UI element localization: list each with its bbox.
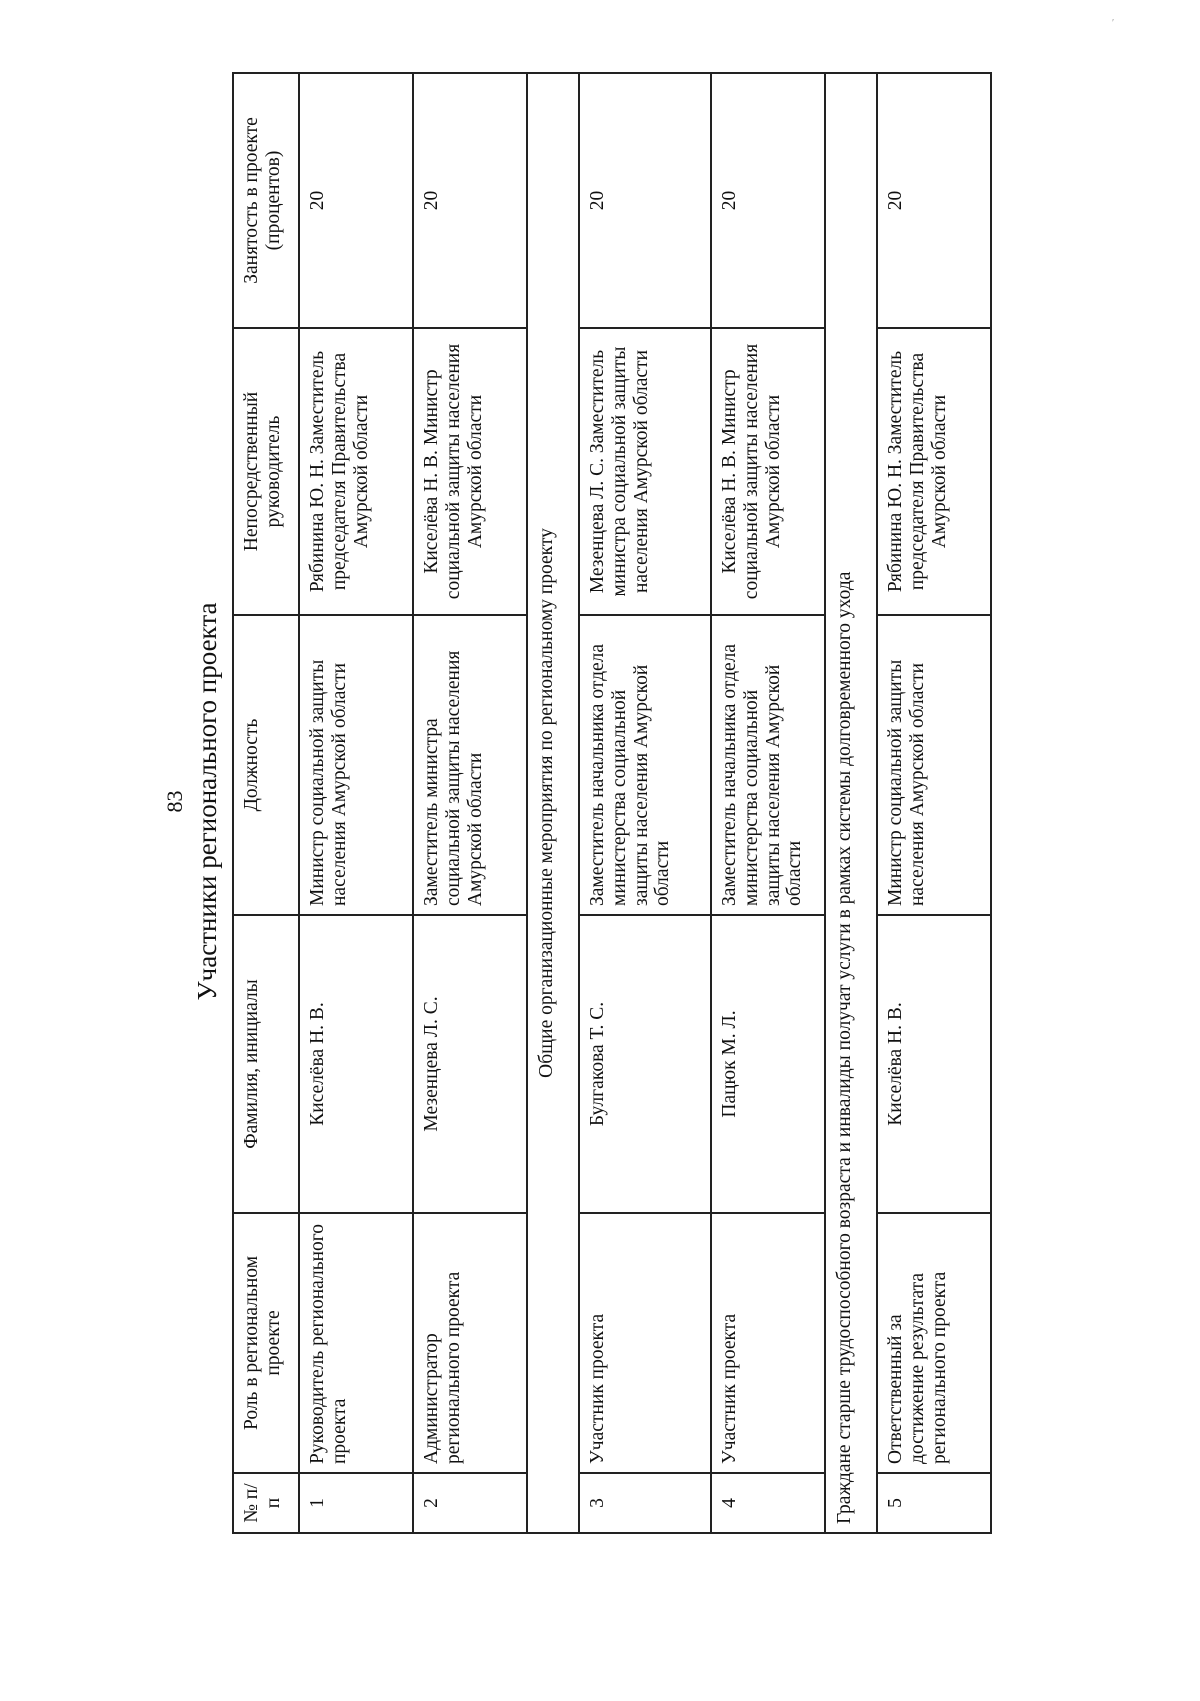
row-supervisor: Киселёва Н. В. Министр социальной защиты населения Амурской области [711, 328, 825, 615]
header-percent: Занятость в проекте (процентов) [233, 73, 299, 328]
section-heading-row [825, 73, 877, 1533]
row-percent: 20 [877, 73, 991, 328]
row-position: Заместитель министра социальной защиты населения Амурской области [413, 615, 527, 915]
row-role: Участник проекта [711, 1213, 825, 1473]
row-name: Булгакова Т. С. [579, 915, 711, 1213]
section-heading: Граждане старше трудоспособного возраста и инвалиды получат услуги в рамках системы долговременного ухода [825, 73, 877, 1533]
table-row [877, 73, 991, 1533]
row-supervisor: Мезенцева Л. С. Заместитель министра социальной защиты населения Амурской области [579, 328, 711, 615]
row-num: 3 [579, 1473, 711, 1533]
row-position: Заместитель начальника отдела министерства социальной защиты населения Амурской области [711, 615, 825, 915]
row-role: Администратор регионального проекта [413, 1213, 527, 1473]
row-percent: 20 [579, 73, 711, 328]
section-heading: Общие организационные мероприятия по региональному проекту [527, 73, 579, 1533]
row-position: Министр социальной защиты населения Амурской области [299, 615, 413, 915]
row-num: 1 [299, 1473, 413, 1533]
row-role: Ответственный за достижение результата регионального проекта [877, 1213, 991, 1473]
row-num: 2 [413, 1473, 527, 1533]
row-num: 5 [877, 1473, 991, 1533]
rotated-page-content [128, 49, 1088, 1554]
header-position: Должность [233, 615, 299, 915]
row-name: Киселёва Н. В. [299, 915, 413, 1213]
row-percent: 20 [413, 73, 527, 328]
table-header-row [233, 73, 299, 1533]
row-name: Пацюк М. Л. [711, 915, 825, 1213]
page-title: Участники регионального проекта [192, 602, 222, 1001]
section-heading-row [527, 73, 579, 1533]
row-percent: 20 [711, 73, 825, 328]
row-name: Мезенцева Л. С. [413, 915, 527, 1213]
row-supervisor: Рябинина Ю. Н. Заместитель председателя Правительства Амурской области [299, 328, 413, 615]
header-num: № п/п [233, 1473, 299, 1533]
table-row [579, 73, 711, 1533]
table-row [299, 73, 413, 1533]
row-num: 4 [711, 1473, 825, 1533]
row-name: Киселёва Н. В. [877, 915, 991, 1213]
participants-table [232, 72, 992, 1534]
row-percent: 20 [299, 73, 413, 328]
row-role: Участник проекта [579, 1213, 711, 1473]
row-supervisor: Рябинина Ю. Н. Заместитель председателя Правительства Амурской области [877, 328, 991, 615]
row-supervisor: Киселёва Н. В. Министр социальной защиты населения Амурской области [413, 328, 527, 615]
scan-speck: ′ [1112, 18, 1115, 29]
row-role: Руководитель регионального проекта [299, 1213, 413, 1473]
header-name: Фамилия, инициалы [233, 915, 299, 1213]
page-number: 83 [162, 790, 187, 813]
table-row [711, 73, 825, 1533]
table-row [413, 73, 527, 1533]
header-role: Роль в региональном проекте [233, 1213, 299, 1473]
header-supervisor: Непосредственный руководитель [233, 328, 299, 615]
row-position: Заместитель начальника отдела министерства социальной защиты населения Амурской области [579, 615, 711, 915]
row-position: Министр социальной защиты населения Амурской области [877, 615, 991, 915]
